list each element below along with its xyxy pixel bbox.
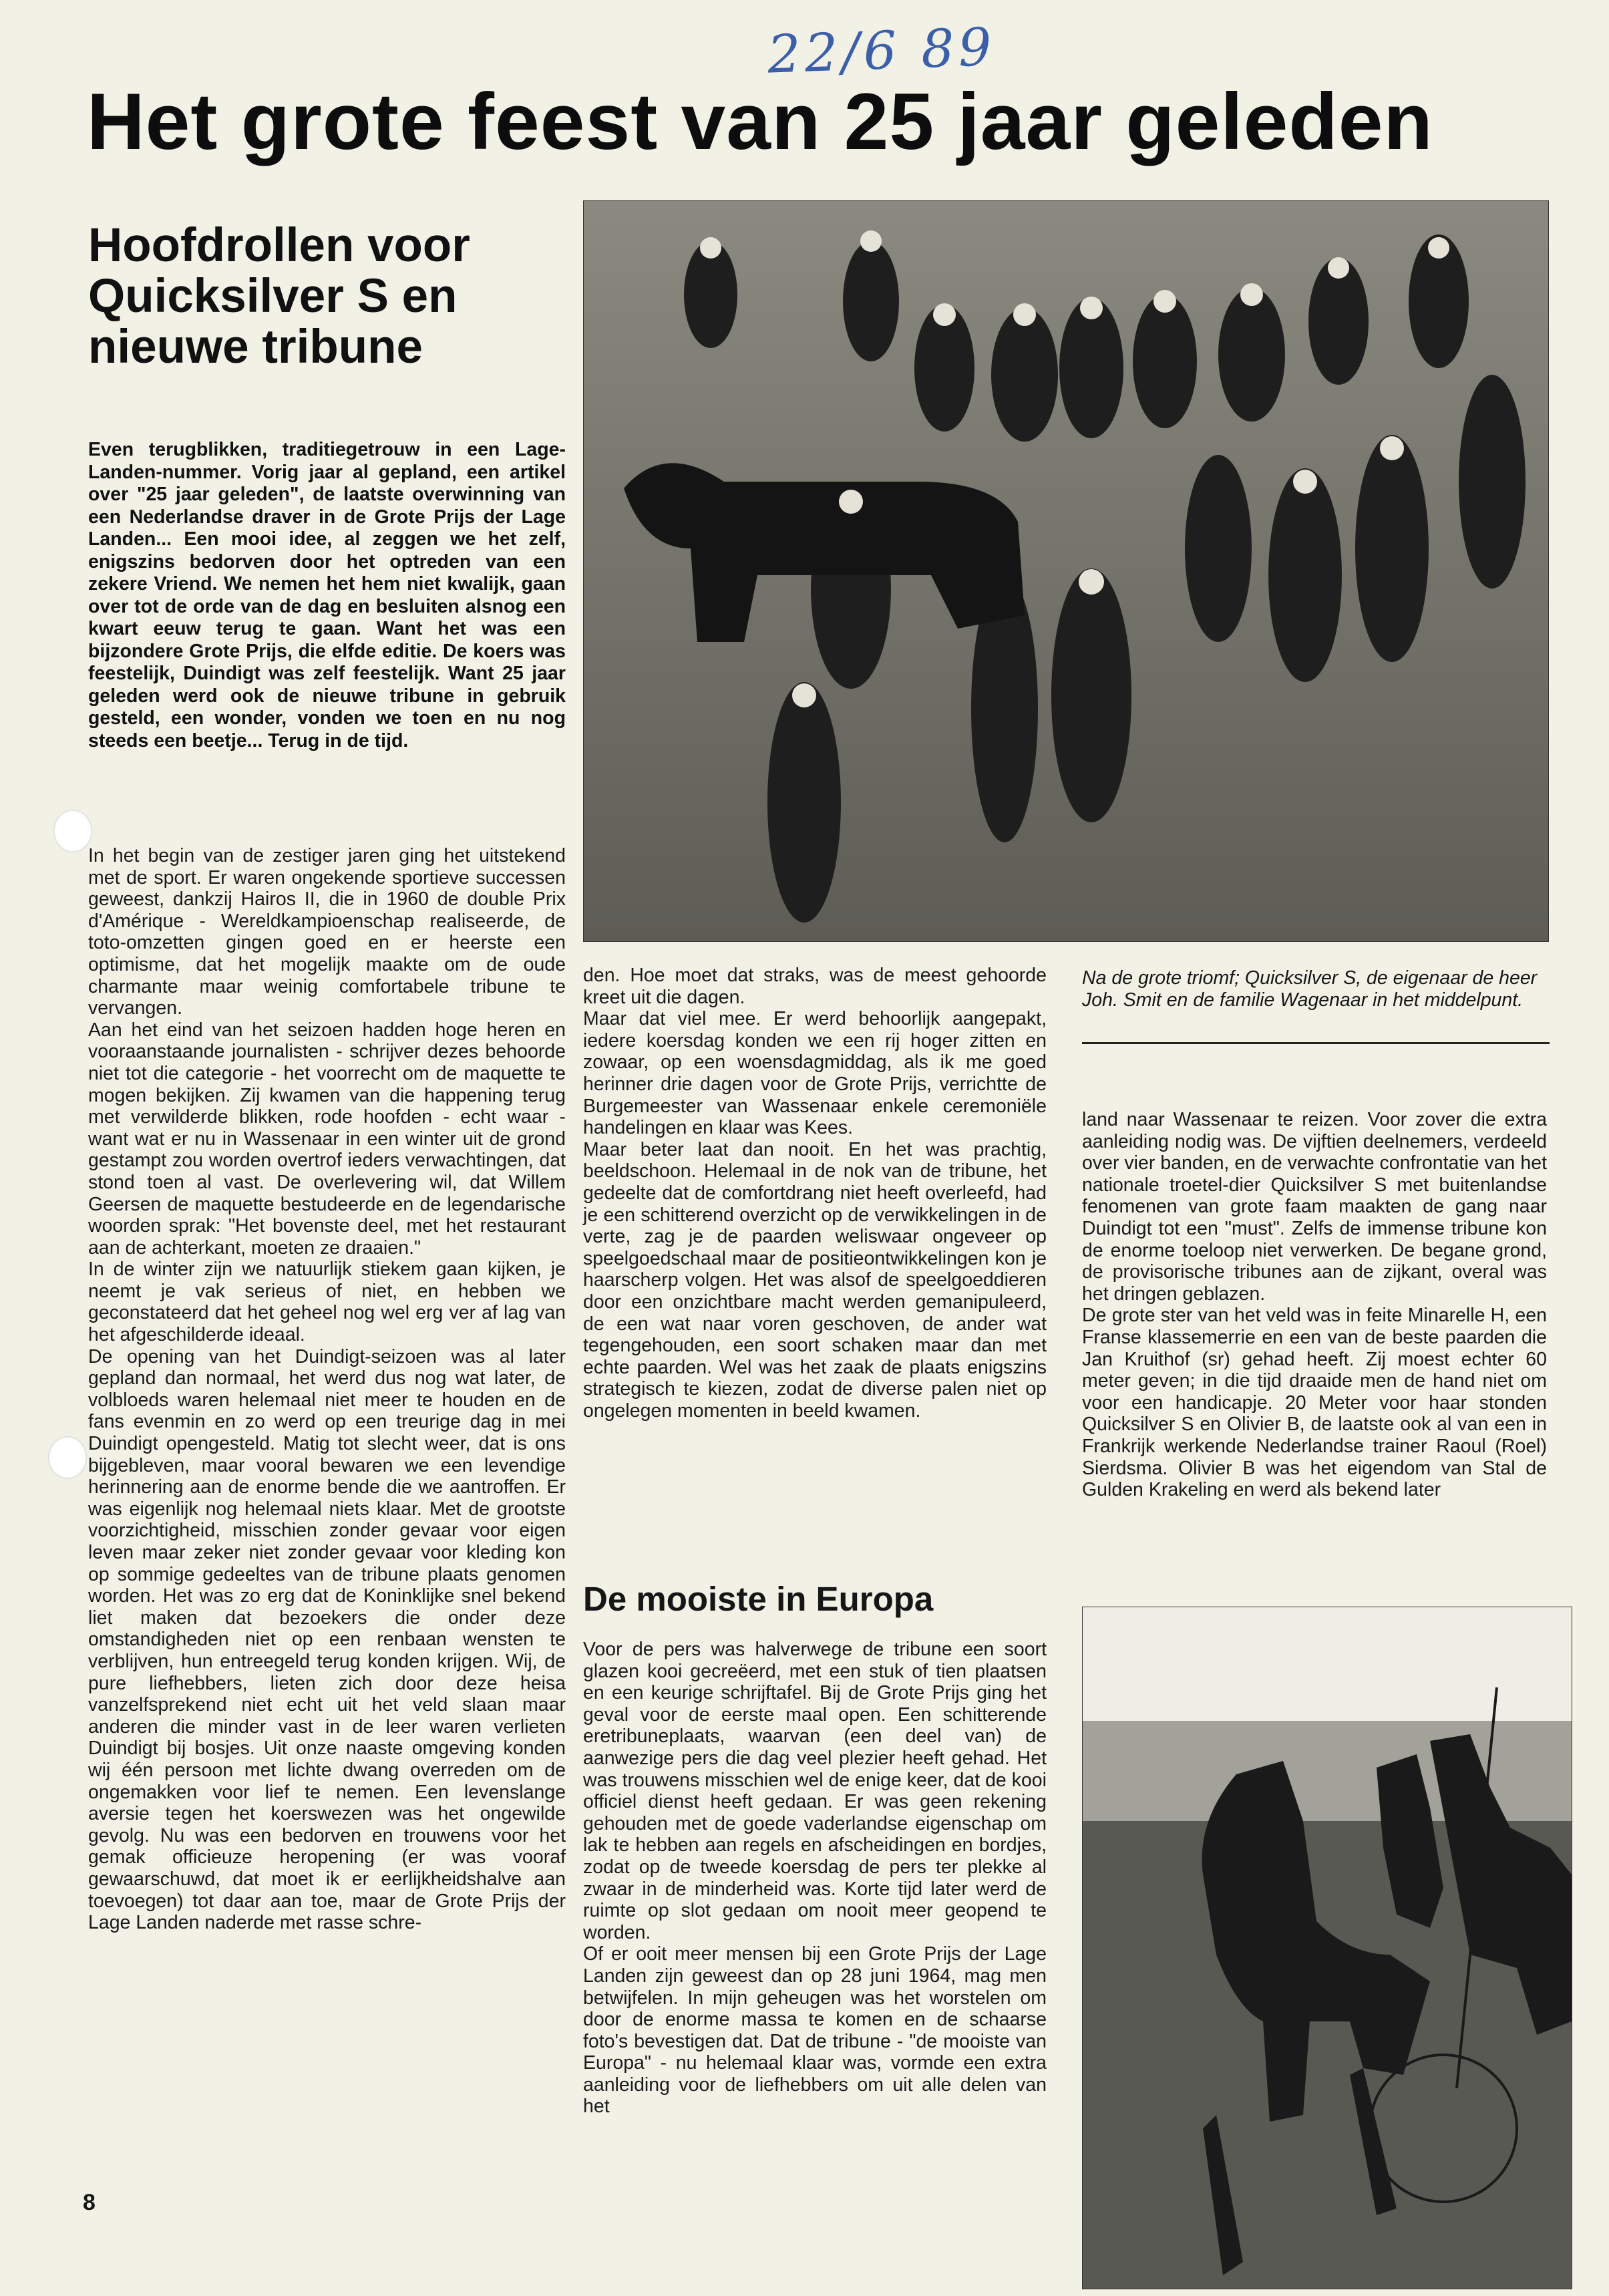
paragraph: Maar dat viel mee. Er werd behoorlijk aangepakt, iedere koersdag konden we een rij hoger zitten en zowaar, op een woensdagmiddag, als ik me goed herinner drie dagen voor de Grote Prijs, verrichtte de Burgemeester van Wassenaar enkele ceremoniële handelingen en klaar was Kees.	[583, 1008, 1047, 1139]
paragraph: In het begin van de zestiger jaren ging het uitstekend met de sport. Er waren ongekende sportieve successen geweest, dankzij Hairos II, die in 1960 de double Prix d'Amérique - Wereldkampioenschap realiseerde, de toto-omzetten gingen goed en er heerste een optimisme, dat het mogelijk maakte om de oude charmante maar weinig comfortabele tribune te vervangen.	[88, 845, 566, 1019]
punch-hole-top	[53, 810, 92, 852]
paragraph: De grote ster van het veld was in feite Minarelle H, een Franse klassemerrie en een van de beste paarden die Jan Kruithof (sr) gehad heeft. Zij moest echter 60 meter geven; in die tijd draaide men de hand niet om voor een handicapje. 20 Meter voor haar stonden Quicksilver S en Olivier B, de laatste ook al van een in Frankrijk werkende Nederlandse trainer Raoul (Roel) Sierdsma. Olivier B was het eigendom van Stal de Gulden Krakeling en werd als bekend later	[1082, 1305, 1547, 1501]
ceremony-photo	[583, 200, 1549, 942]
page-number: 8	[83, 2190, 96, 2215]
paragraph: Of er ooit meer mensen bij een Grote Prijs der Lage Landen zijn geweest dan op 28 juni 1964, mag men betwijfelen. In mijn geheugen was het worstelen om door de enorme massa te komen en de schaarse foto's bevestigen dat. Dat de tribune - "de mooiste van Europa" - nu helemaal klaar was, vormde een extra aanleiding voor de liefhebbers om uit alle delen van het	[583, 1943, 1047, 2118]
body-column-2-top	[583, 965, 1047, 1422]
paragraph: land naar Wassenaar te reizen. Voor zover die extra aanleiding nodig was. De vijftien deelnemers, verdeeld over vier banden, en de verwachte confrontatie van het nationale troetel-dier Quicksilver S met buitenlandse fenomenen van grote faam maakten de gang naar Duindigt tot een "must". Zelfs de immense tribune kon de enorme toeloop niet verwerken. De begane grond, de provisorische tribunes aan de zijkant, overal was het dringen geblazen.	[1082, 1109, 1547, 1305]
article-subheading	[88, 220, 569, 373]
paragraph: Voor de pers was halverwege de tribune een soort glazen kooi gecreëerd, met een stuk of tien plaatsen en een keurige schrijftafel. Bij de Grote Prijs ging het geval voor de eerste maal open. Een schitterende eretribuneplaats, waarvan (een deel van) de aanwezige pers die dag veel plezier heeft gehad. Het was trouwens misschien wel de enige keer, dat de kooi officiel dienst heeft gedaan. Er was geen rekening gehouden met de goede vaderlandse eigenschap om lak te hebben aan regels en afscheidingen en bordjes, zodat op de tweede koersdag de pers ter plekke al zwaar in de minderheid was. Korte tijd later werd de ruimte op slot gedaan om nooit meer geopend te worden.	[583, 1639, 1047, 1943]
subheading-line-1: Hoofdrollen voor	[88, 219, 470, 272]
ceremony-photo-drawing	[584, 201, 1548, 941]
body-column-2-bottom	[583, 1639, 1047, 2118]
body-column-3	[1082, 1109, 1547, 1501]
body-column-1	[88, 845, 566, 1934]
paragraph: den. Hoe moet dat straks, was de meest gehoorde kreet uit die dagen.	[583, 965, 1047, 1008]
punch-hole-bottom	[48, 1436, 87, 1479]
paragraph: In de winter zijn we natuurlijk stiekem gaan kijken, je neemt je vak serieus of niet, en hebben we geconstateerd dat het geheel nog wel erg ver af lag van het afgeschilderde ideaal.	[88, 1259, 566, 1346]
race-photo-drawing	[1083, 1607, 1572, 2289]
intro-paragraph: Even terugblikken, traditiegetrouw in een Lage-Landen-nummer. Vorig jaar al gepland, een artikel over "25 jaar geleden", de laatste overwinning van een Nederlandse draver in de Grote Prijs der Lage Landen... Een mooi idee, al zeggen we het zelf, enigszins bedorven door het optreden van een zekere Vriend. We nemen het hem niet kwalijk, gaan over tot de orde van de dag en besluiten alsnog een kwart eeuw terug te gaan. Want het was een bijzondere Grote Prijs, die elfde editie. De koers was feestelijk, Duindigt was zelf feestelijk. Want 25 jaar geleden werd ook de nieuwe tribune in gebruik gesteld, een wonder, vonden we toen en nu nog steeds een beetje... Terug in de tijd.	[88, 439, 566, 752]
article-headline: Het grote feest van 25 jaar geleden	[87, 77, 1433, 166]
subheading-line-3: nieuwe tribune	[88, 321, 423, 373]
paragraph: De opening van het Duindigt-seizoen was al later gepland dan normaal, het werd dus nog wat later, de volbloeds waren helemaal niet meer te houden en de fans evenmin en zo werd op een treurige dag in mei Duindigt opengesteld. Matig tot slecht weer, dat is ons bijgebleven, maar vooral bewaren we een levendige herinnering aan de enorme bende die we aantroffen. Er was eigenlijk nog helemaal niets klaar. Met de grootste voorzichtigheid, misschien zonder gevaar voor eigen leven maar zeker niet zonder gevaar voor kleding kon op sommige gedeeltes van de tribune plaats genomen worden. Het was zo erg dat de Koninklijke snel bekend liet maken dat bezoekers die onder deze omstandigheden niet op een renbaan wensten te verblijven, hun entreegeld terug konden krijgen. Wij, de pure liefhebbers, lieten zich door deze heisa vanzelfsprekend niet echt uit het veld slaan maar anderen die minder vast in de leer waren verlieten Duindigt bij bosjes. Uit onze naaste omgeving konden wij één persoon met lichte dwang overreden om de ongemakken voor lief te nemen. Een levenslange aversie tegen het koerswezen was het ongewilde gevolg. Nu was een bedorven en trouwens voor het gemak officieuze heropening (er was vooraf gewaarschuwd, dat moet ik er eerlijkheidshalve aan toevoegen) tot daar aan toe, maar de Grote Prijs der Lage Landen naderde met rasse schre-	[88, 1345, 566, 1934]
handwritten-date: 22/6 89	[766, 17, 997, 86]
race-photo	[1082, 1607, 1572, 2289]
subheading-line-2: Quicksilver S en	[88, 270, 458, 323]
paragraph: Aan het eind van het seizoen hadden hoge heren en vooraanstaande journalisten - schrijver dezes behoorde niet tot die categorie - het voorrecht om de maquette te mogen bekijken. Zij kwamen van die happening terug met verwilderde blikken, rode hoofden - echt waar - want wat er nu in Wassenaar in een winter uit de grond gestampt zou worden overtrof ieders verwachtingen, dat stond toen al vast. De overlevering wil, dat Willem Geersen de maquette bestudeerde en de legendarische woorden sprak: "Het bovenste deel, met het restaurant aan de achterkant, moeten ze draaien."	[88, 1019, 566, 1259]
paragraph: Maar beter laat dan nooit. En het was prachtig, beeldschoon. Helemaal in de nok van de tribune, het gedeelte dat de comfortdrang niet heeft overleefd, had je een schitterend overzicht op de verwikkelingen in de verte, zag je de paarden weliswaar ongeveer op speelgoedschaal maar de positieontwikkelingen kon je haarscherp volgen. Het was alsof de speelgoeddieren door een onzichtbare macht werden gemanipuleerd, de een wat naar voren geschoven, de ander wat tegengehouden, een soort schaken maar dan met echte paarden. Wel was het zaak de plaats enigszins strategisch te kiezen, zodat de diverse palen niet op ongelegen momenten in beeld kwamen.	[583, 1138, 1047, 1422]
photo-caption: Na de grote triomf; Quicksilver S, de eigenaar de heer Joh. Smit en de familie Wagenaar in het middelpunt.	[1082, 967, 1538, 1011]
section-heading: De mooiste in Europa	[583, 1580, 934, 1618]
caption-divider	[1082, 1042, 1550, 1044]
